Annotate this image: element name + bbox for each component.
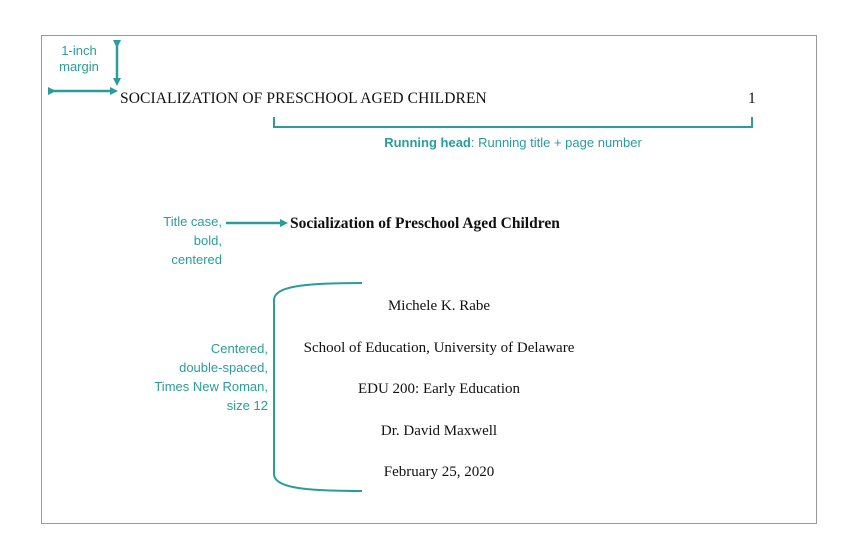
margin-note: 1-inch margin bbox=[59, 43, 99, 74]
page-number: 1 bbox=[748, 90, 756, 107]
paper-title: Socialization of Preschool Aged Children bbox=[290, 215, 560, 232]
running-head-note bbox=[274, 133, 752, 152]
instructor: Dr. David Maxwell bbox=[380, 423, 498, 439]
author-name: Michele K. Rabe bbox=[387, 298, 491, 314]
running-head-desc: : Running title + page number bbox=[470, 135, 642, 150]
running-head-bracket bbox=[274, 117, 752, 127]
running-head-label: Running head bbox=[384, 135, 471, 150]
course: EDU 200: Early Education bbox=[357, 381, 521, 397]
title-format-note: Title case, bold, centered bbox=[163, 214, 222, 267]
running-head: SOCIALIZATION OF PRESCHOOL AGED CHILDREN bbox=[120, 90, 487, 107]
date: February 25, 2020 bbox=[383, 464, 495, 480]
body-format-note: Centered, double-spaced, Times New Roman, size 12 bbox=[154, 341, 268, 413]
affiliation: School of Education, University of Delaware bbox=[303, 340, 575, 356]
